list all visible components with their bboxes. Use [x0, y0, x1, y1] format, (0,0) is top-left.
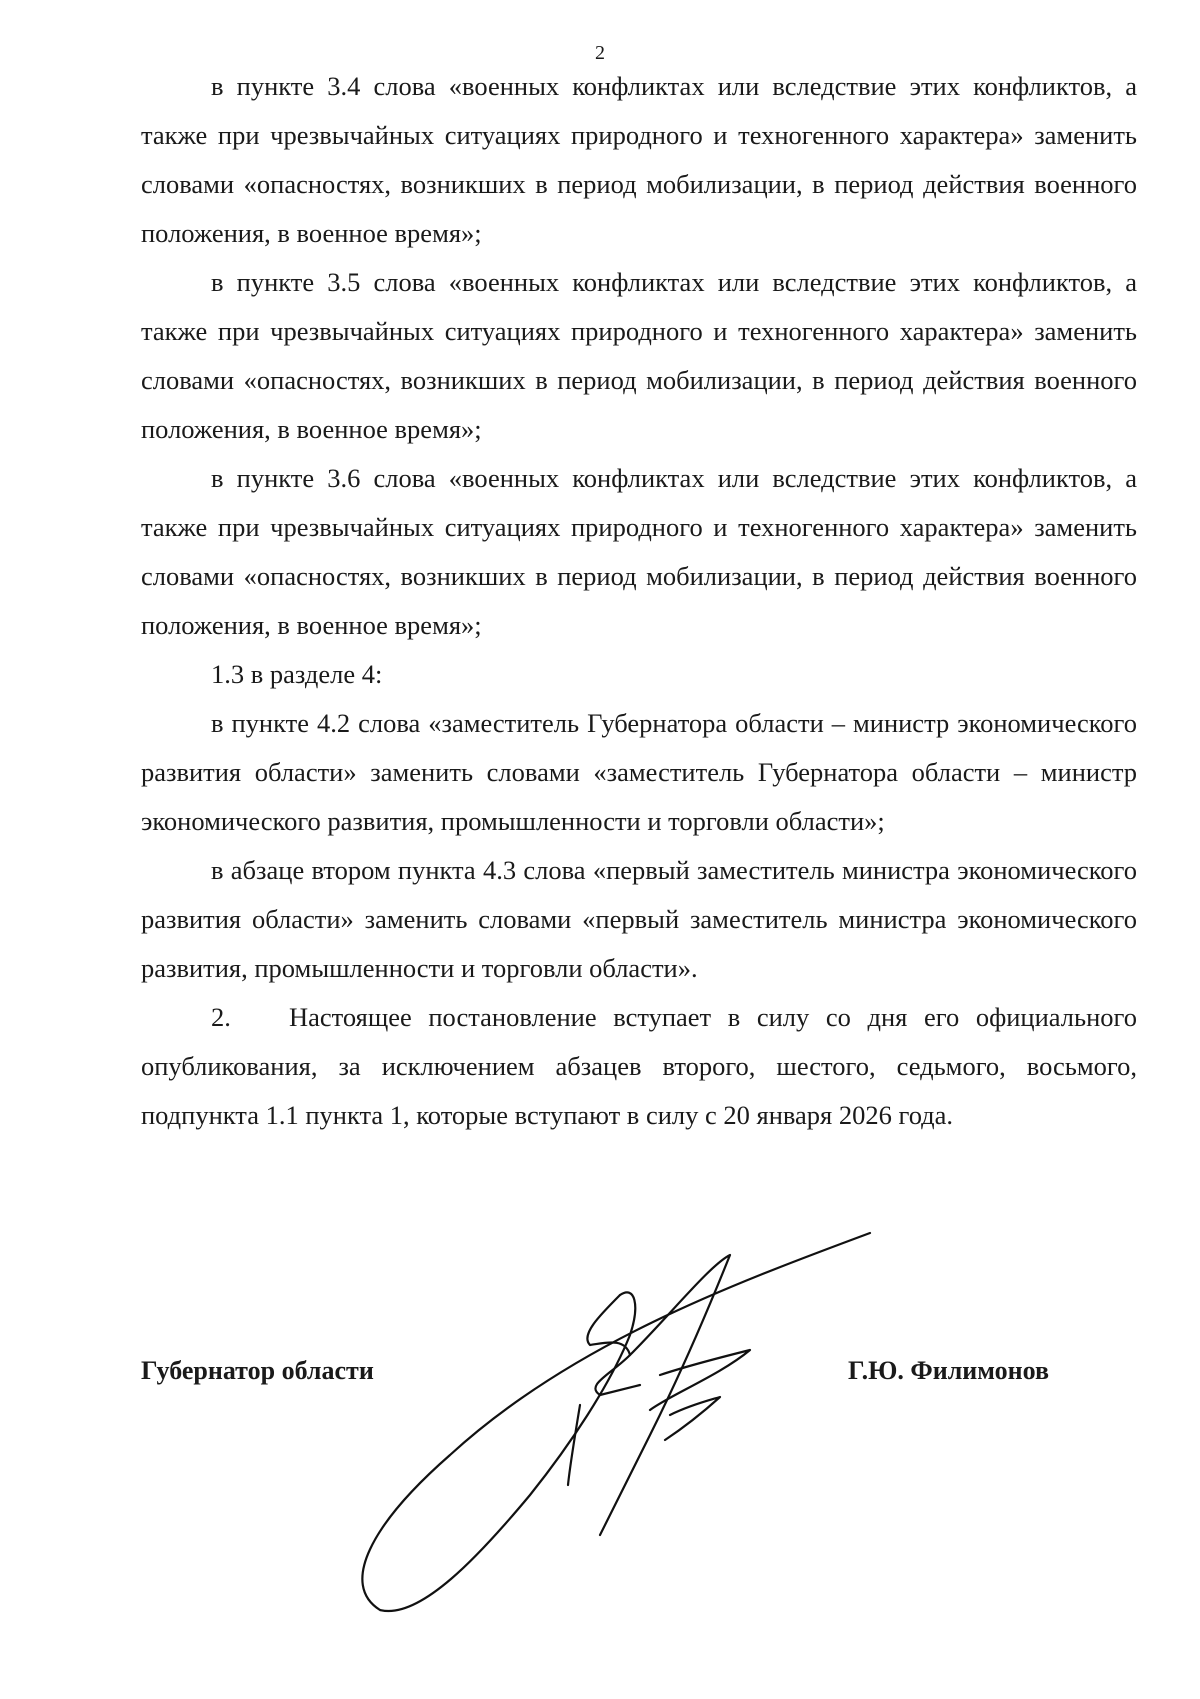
signer-name: Г.Ю. Филимонов: [848, 1356, 1050, 1385]
paragraph-item-3-4: в пункте 3.4 слова «военных конфликтах или вследствие этих конфликтов, а также при чрезвычайных ситуациях природного и техногенного характера» заменить словами «опасностях, возникших в период мобилизации, в период действия военного положения, в военное время»;: [141, 71, 1137, 248]
paragraph-item-3-6: в пункте 3.6 слова «военных конфликтах или вследствие этих конфликтов, а также при чрезвычайных ситуациях природного и техногенного характера» заменить словами «опасностях, возникших в период мобилизации, в период действия военного положения, в военное время»;: [141, 463, 1137, 640]
document-body: [141, 62, 1137, 1140]
paragraph-section-1-3: 1.3 в разделе 4:: [211, 659, 383, 689]
final-item-text: Настоящее постановление вступает в силу со дня его официального опубликования, за исключением абзацев второго, шестого, седьмого, восьмого, подпункта 1.1 пункта 1, которые вступают в силу с 20 января 2026 года.: [141, 1002, 1137, 1130]
paragraph-item-4-2: в пункте 4.2 слова «заместитель Губернатора области – министр экономического развития области» заменить словами «заместитель Губернатора области – министр экономического развития, промышленности и торговли области»;: [141, 708, 1137, 836]
paragraph-final-item: [141, 993, 1137, 1140]
final-item-number: 2.: [211, 1002, 231, 1032]
paragraph-item-3-5: в пункте 3.5 слова «военных конфликтах или вследствие этих конфликтов, а также при чрезвычайных ситуациях природного и техногенного характера» заменить словами «опасностях, возникших в период мобилизации, в период действия военного положения, в военное время»;: [141, 267, 1137, 444]
page-number: 2: [595, 42, 605, 64]
signer-title: Губернатор области: [141, 1356, 374, 1385]
handwritten-signature: [330, 1225, 890, 1615]
paragraph-item-4-3: в абзаце втором пункта 4.3 слова «первый заместитель министра экономического развития области» заменить словами «первый заместитель министра экономического развития, промышленности и торговли области».: [141, 855, 1137, 983]
